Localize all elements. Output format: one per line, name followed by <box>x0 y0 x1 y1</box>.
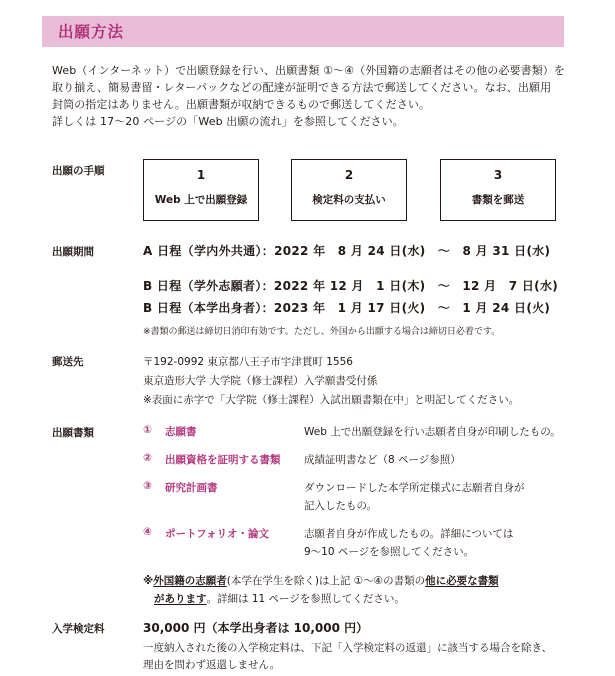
step-number: 2 <box>344 168 354 182</box>
foreign-note-line-2 <box>154 591 405 606</box>
step-number: 1 <box>196 168 206 182</box>
mailing-label: 郵送先 <box>52 356 84 368</box>
note-mark: ※ <box>143 575 154 587</box>
step-box-1 <box>143 159 259 221</box>
intro-line-4: 詳しくは 17〜20 ページの「Web 出願の流れ」を参照してください。 <box>52 115 404 128</box>
step-box-3 <box>440 159 556 221</box>
period-b-external: B 日程（学外志願者）：2022 年 12 月 1 日(木) 〜 12 月 7 日(水) <box>143 279 559 293</box>
period-a: A 日程（学内外共通）：2022 年 8 月 24 日(水) 〜 8 月 31 日(水) <box>143 244 551 258</box>
fee-note-line-2: 理由を問わず返還しません。 <box>143 659 281 671</box>
step-text: 書類を郵送 <box>471 194 525 206</box>
intro-line-1: Web（インターネット）で出願登録を行い、出願書類 ①〜④（外国籍の志願者はその他の必要書類）を <box>52 64 566 77</box>
document-description: Web 上で出願登録を行い志願者自身が印刷したもの。 <box>304 426 561 438</box>
document-name: 研究計画書 <box>165 482 218 494</box>
document-number: ② <box>143 452 152 464</box>
document-name: 志願書 <box>165 426 197 438</box>
foreign-note-text: (本学在学生を除く)は上記 ①〜④の書類の <box>226 575 426 587</box>
foreign-note-tail: 。詳細は 11 ページを参照してください。 <box>206 593 405 605</box>
documents-label: 出願書類 <box>52 427 94 439</box>
document-number: ④ <box>143 526 152 538</box>
fee-note-line-1: 一度納入された後の入学検定料は、下記「入学検定料の返還」に該当する場合を除き、 <box>143 642 553 654</box>
document-number: ③ <box>143 480 152 492</box>
document-description-cont: 9〜10 ページを参照してください。 <box>304 546 475 558</box>
fee-amount: 30,000 円（本学出身者は 10,000 円） <box>143 621 369 635</box>
document-description: ダウンロードした本学所定様式に志願者自身が <box>304 482 525 494</box>
step-box-2 <box>291 159 407 221</box>
document-name: ポートフォリオ・論文 <box>165 528 270 540</box>
required-docs-emphasis-cont: があります <box>154 593 207 605</box>
step-text: 検定料の支払い <box>312 194 386 206</box>
mailing-address: 〒192-0992 東京都八王子市宇津貫町 1556 <box>143 356 353 368</box>
intro-line-2: 取り揃え、簡易書留・レターパックなどの配達が証明できる方法で郵送してください。なお、出願用 <box>52 81 552 94</box>
period-note: ※書類の郵送は締切日消印有効です。ただし、外国から出願する場合は締切日必着です。 <box>143 327 501 337</box>
document-number: ① <box>143 424 152 436</box>
foreign-note-line-1 <box>143 573 499 588</box>
mailing-note: ※表面に赤字で「大学院（修士課程）入試出願書類在中」と明記してください。 <box>143 394 520 406</box>
step-number: 3 <box>493 168 503 182</box>
document-description: 志願者自身が作成したもの。詳細については <box>304 528 514 540</box>
intro-line-3: 封筒の指定はありません。出願書類が収納できるもので郵送してください。 <box>52 98 431 111</box>
document-description: 成績証明書など（8 ページ参照） <box>304 454 461 466</box>
foreign-applicant-emphasis: 外国籍の志願者 <box>153 575 227 587</box>
required-docs-emphasis: 他に必要な書類 <box>425 575 499 587</box>
period-b-internal: B 日程（本学出身者）：2023 年 1 月 17 日(火) 〜 1 月 24 日(火) <box>143 301 551 315</box>
period-label: 出願期間 <box>52 246 94 258</box>
section-title: 出願方法 <box>58 23 125 41</box>
document-name: 出願資格を証明する書類 <box>165 454 281 466</box>
document-description-cont: 記入したもの。 <box>304 500 378 512</box>
fee-label: 入学検定料 <box>52 623 105 635</box>
mailing-recipient: 東京造形大学 大学院（修士課程）入学願書受付係 <box>143 375 378 387</box>
procedure-label: 出願の手順 <box>52 165 105 177</box>
step-text: Web 上で出願登録 <box>154 194 248 206</box>
